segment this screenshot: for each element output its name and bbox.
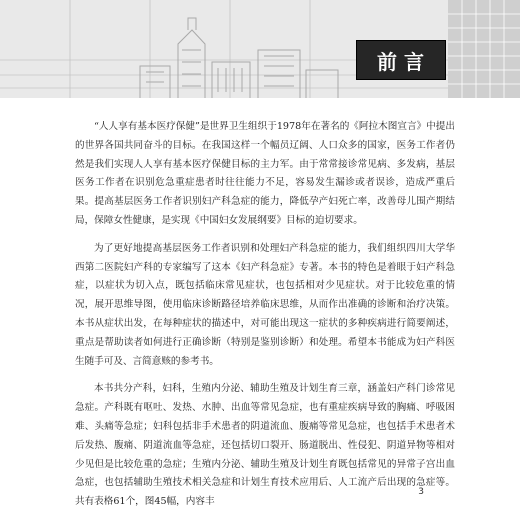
chapter-title-box [356, 40, 446, 80]
preface-body [75, 118, 455, 521]
paragraph: 本书共分产科，妇科，生殖内分泌、辅助生殖及计划生育三章，涵盖妇产科门诊常见急症。产科既有呕吐、发热、水肿、出血等常见急症，也有重症疾病导致的胸痛、呼吸困难、头痛等急症；妇科包括非手术患者的阴道流血、腹痛等常见急症，也包括手术患者术后发热、腹痛、阴道流血等急症，还包括切口裂开、肠道脱出、性侵犯、阴道异物等相对少见但是比较危重的急症；生殖内分泌、辅助生殖及计划生育既包括常见的异常子宫出血急症，也包括辅助生殖技术相关急症和计划生育技术应用后、人工流产后出现的急症等。共有表格61个，图45幅，内容丰 [75, 383, 455, 508]
paragraph: “人人享有基本医疗保健”是世界卫生组织于1978年在著名的《阿拉木图宣言》中提出的世界各国共同奋斗的目标。在我国这样一个幅员辽阔、人口众多的国家，医务工作者仍然是我们实现人人享有基本医疗保健目标的主力军。由于常常接诊常见病、多发病，基层医务工作者在识别危急重症患者时往往能力不足，容易发生漏诊或者误诊，造成严重后果。提高基层医务工作者识别妇产科急症的能力，降低孕产妇死亡率，改善母儿围产期结局，保障女性健康，是实现《中国妇女发展纲要》目标的迫切要求。 [75, 121, 455, 226]
paragraph: 为了更好地提高基层医务工作者识别和处理妇产科急症的能力，我们组织四川大学华西第二医院妇产科的专家编写了这本《妇产科急症》专著。本书的特色是着眼于妇产科急症，以症状为切入点，既包括临床常见症状，也包括相对少见症状。对于比较危重的情况，展开思维导图，使用临床诊断路径培养临床思维，从而作出准确的诊断和治疗决策。本书从症状出发，在每种症状的描述中，对可能出现这一症状的多种疾病进行简要阐述，重点是帮助读者如何进行正确诊断（特别是鉴别诊断）和处理。希望本书能成为妇产科医生随手可及、言简意赅的参考书。 [75, 242, 455, 367]
page-title: 前言 [377, 49, 431, 74]
page-number: 3 [418, 487, 424, 497]
